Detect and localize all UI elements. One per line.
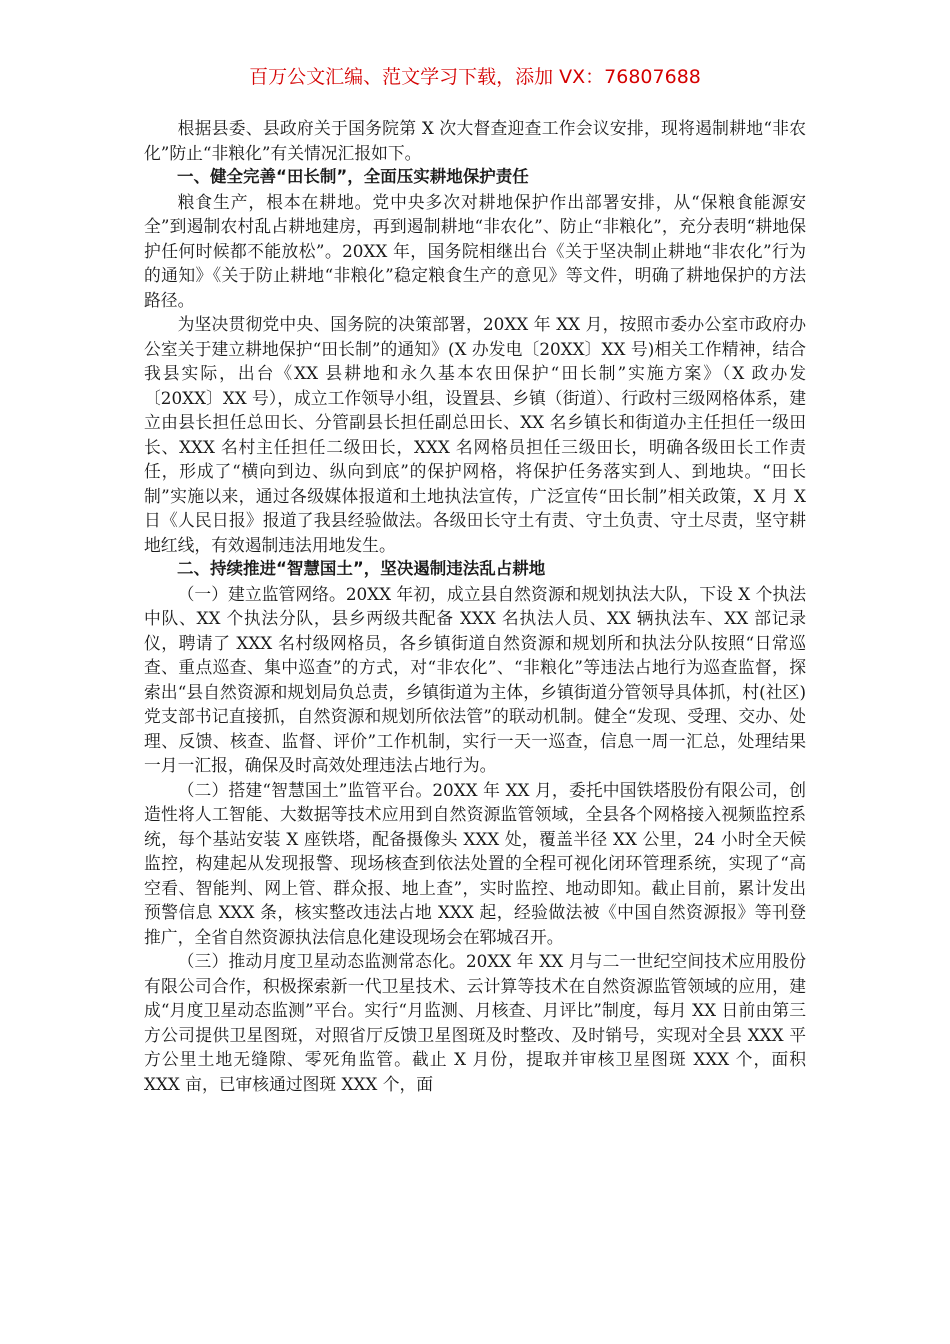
section-2-heading: 二、持续推进“智慧国土”，坚决遏制违法乱占耕地 — [177, 559, 546, 578]
section-1-paragraph-2: 为坚决贯彻党中央、国务院的决策部署，20XX 年 XX 月，按照市委办公室市政府办公室关于建立耕地保护“田长制”的通知》(X 办发电〔20XX〕XX 号)相关工作精神，结合我县实际，出台《XX 县耕地和永久基本农田保护“田长制”实施方案》（X 政办发〔20XX〕XX 号），成立工作领导小组，设置县、乡镇（街道）、行政村三级网格体系，建立由县长担任总田长、分管副县长担任副总田长、XX 名乡镇长和街道办主任担任一级田长、XXX 名村主任担任二级田长，XXX 名网格员担任三级田长，明确各级田长工作责任，形成了“横向到边、纵向到底”的保护网格，将保护任务落实到人、到地块。“田长制”实施以来，通过各级媒体报道和土地执法宣传，广泛宣传“田长制”相关政策，X 月 X 日《人民日报》报道了我县经验做法。各级田长守土有责、守土负责、守土尽责，坚守耕地红线，有效遏制违法用地发生。 — [144, 314, 806, 555]
intro-paragraph: 根据县委、县政府关于国务院第 X 次大督查迎查工作会议安排，现将遏制耕地“非农化”防止“非粮化”有关情况汇报如下。 — [144, 118, 806, 163]
section-1-paragraph-1: 粮食生产，根本在耕地。党中央多次对耕地保护作出部署安排，从“保粮食能源安全”到遏制农村乱占耕地建房，再到遏制耕地“非农化”、防止“非粮化”，充分表明“耕地保护任何时候都不能放松”。20XX 年，国务院相继出台《关于坚决制止耕地“非农化”行为的通知》《关于防止耕地“非粮化”稳定粮食生产的意见》等文件，明确了耕地保护的方法路径。 — [144, 191, 806, 310]
section-1-heading: 一、健全完善“田长制”，全面压实耕地保护责任 — [177, 167, 529, 186]
section-2-paragraph-1: （一）建立监管网络。20XX 年初，成立县自然资源和规划执法大队，下设 X 个执法中队、XX 个执法分队，县乡两级共配备 XXX 名执法人员、XX 辆执法车、XX 部记录仪，聘请了 XXX 名村级网格员，各乡镇街道自然资源和规划所和执法分队按照“日常巡查、重点巡查、集中巡查”的方式，对“非农化”、“非粮化”等违法占地行为巡查监督，探索出“县自然资源和规划局负总责，乡镇街道为主体，乡镇街道分管领导具体抓，村(社区)党支部书记直接抓，自然资源和规划所依法管”的联动机制。健全“发现、受理、交办、处理、反馈、核查、监督、评价”工作机制，实行一天一巡查，信息一周一汇总，处理结果一月一汇报，确保及时高效处理违法占地行为。 — [144, 583, 806, 775]
watermark-header: 百万公文汇编、范文学习下载，添加 VX：76807688 — [249, 66, 701, 88]
section-2-paragraph-3: （三）推动月度卫星动态监测常态化。20XX 年 XX 月与二一世纪空间技术应用股份有限公司合作，积极探索新一代卫星技术、云计算等技术在自然资源监管领域的应用，建成“月度卫星动态监测”平台。实行“月监测、月核查、月评比”制度，每月 XX 日前由第三方公司提供卫星图斑，对照省厅反馈卫星图斑及时整改、及时销号，实现对全县 XXX 平方公里土地无缝隙、零死角监管。截止 X 月份，提取并审核卫星图斑 XXX 个，面积 XXX 亩，已审核通过图斑 XXX 个，面 — [144, 951, 806, 1094]
document-page — [144, 62, 806, 1096]
section-2-paragraph-2: （二）搭建“智慧国土”监管平台。20XX 年 XX 月，委托中国铁塔股份有限公司，创造性将人工智能、大数据等技术应用到自然资源监管领域，全县各个网格接入视频监控系统，每个基站安装 X 座铁塔，配备摄像头 XXX 处，覆盖半径 XX 公里，24 小时全天候监控，构建起从发现报警、现场核查到依法处置的全程可视化闭环管理系统，实现了“高空看、智能判、网上管、群众报、地上查”，实时监控、地动即知。截止目前，累计发出预警信息 XXX 条，核实整改违法占地 XXX 起，经验做法被《中国自然资源报》等刊登推广，全省自然资源执法信息化建设现场会在郓城召开。 — [144, 779, 806, 947]
